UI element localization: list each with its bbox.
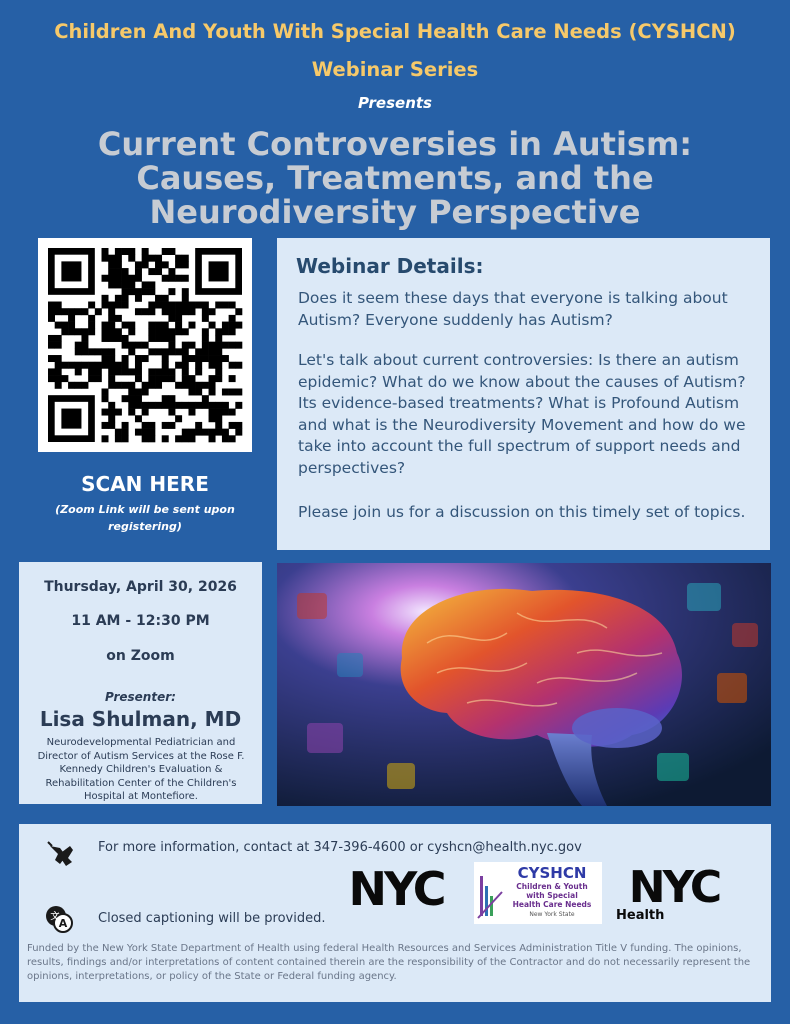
webinar-details-heading: Webinar Details: bbox=[296, 254, 484, 278]
presenter-label: Presenter: bbox=[105, 690, 176, 704]
series-title: Children And Youth With Special Health Care Needs (CYSHCN) bbox=[54, 20, 736, 43]
sign-language-icon bbox=[46, 840, 76, 868]
event-location: on Zoom bbox=[106, 648, 175, 664]
scan-here-label: SCAN HERE bbox=[81, 472, 209, 496]
svg-text:NYC: NYC bbox=[628, 862, 720, 913]
qr-code-graphic bbox=[38, 238, 252, 452]
event-time: 11 AM - 12:30 PM bbox=[71, 613, 210, 629]
brain-illustration bbox=[277, 563, 771, 806]
svg-text:Children & Youth: Children & Youth bbox=[516, 882, 588, 891]
svg-text:NYC: NYC bbox=[348, 865, 444, 910]
svg-text:Health: Health bbox=[616, 908, 665, 922]
svg-text:Health Care Needs: Health Care Needs bbox=[512, 900, 592, 909]
event-date: Thursday, April 30, 2026 bbox=[44, 579, 237, 595]
funding-disclaimer: Funded by the New York State Department of Health using federal Health Resources and Services Administration Title V funding. The opinions, results, findings and/or interpretations of content contained therein are the responsibility of the Contractor and do not necessarily represent the opinions, interpretations, or policy of the State or Federal funding agency. bbox=[27, 943, 751, 982]
webinar-title-line-2: Causes, Treatments, and the bbox=[136, 159, 654, 197]
series-subtitle: Webinar Series bbox=[311, 58, 479, 81]
qr-code[interactable] bbox=[38, 238, 252, 452]
contact-info: For more information, contact at 347-396-4600 or cyshcn@health.nyc.gov bbox=[98, 840, 582, 855]
svg-text:New York State: New York State bbox=[529, 911, 575, 918]
presenter-name: Lisa Shulman, MD bbox=[39, 707, 242, 731]
presenter-description: Neurodevelopmental Pediatrician and Director of Autism Services at the Rose F. Kennedy Children's Evaluation & Rehabilitation Center of the Children's Hospital at Montefiore. bbox=[37, 737, 245, 802]
cyshcn-logo bbox=[474, 862, 602, 924]
details-paragraph-2: Let's talk about current controversies: Is there an autism epidemic? What do we know about the causes of Autism? Its evidence-based treatments? What is Profound Autism and what is the Neurodiversity Movement and how do we take into account the full spectrum of support needs and perspectives? bbox=[298, 351, 746, 477]
nyc-logo bbox=[334, 865, 459, 910]
details-paragraph-3: Please join us for a discussion on this timely set of topics. bbox=[298, 503, 746, 521]
brain-image bbox=[277, 563, 771, 806]
webinar-title-line-1: Current Controversies in Autism: bbox=[97, 125, 693, 163]
svg-text:A: A bbox=[58, 917, 68, 930]
nyc-health-logo bbox=[614, 862, 738, 922]
svg-text:CYSHCN: CYSHCN bbox=[517, 864, 587, 882]
translation-icon bbox=[44, 904, 74, 934]
presents-label: Presents bbox=[358, 94, 432, 112]
webinar-title-line-3: Neurodiversity Perspective bbox=[149, 193, 641, 231]
captioning-note: Closed captioning will be provided. bbox=[98, 911, 326, 926]
zoom-link-note: (Zoom Link will be sent upon registering) bbox=[55, 503, 235, 533]
svg-text:文: 文 bbox=[50, 912, 60, 922]
details-paragraph-1: Does it seem these days that everyone is talking about Autism? Everyone suddenly has Autism? bbox=[298, 289, 728, 329]
svg-text:with Special: with Special bbox=[526, 891, 578, 900]
